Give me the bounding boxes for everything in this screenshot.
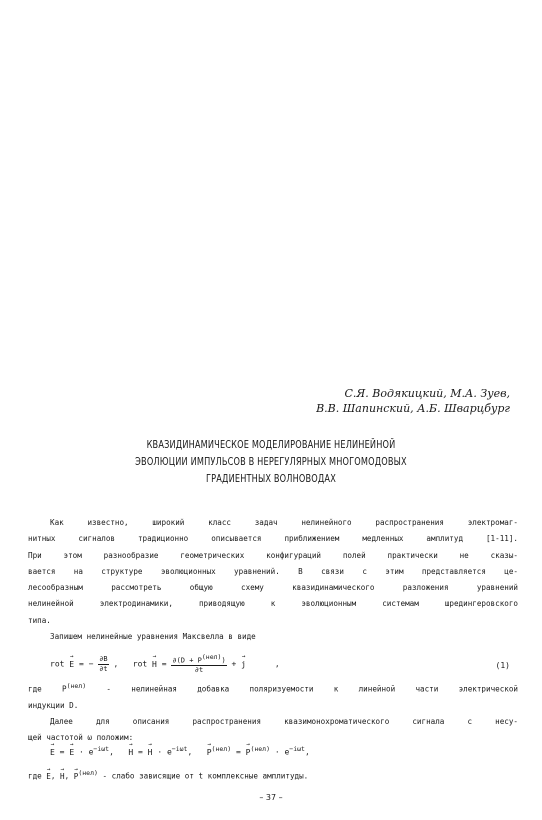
eq2-exp-2-sup: −iωt <box>171 745 188 753</box>
eq2-exp-2: · e <box>157 747 172 757</box>
intro-line-1: Как известно, широкий класс задач нелинейного распространения электромаг- <box>50 518 518 527</box>
eq1-rot-1: rot <box>50 659 65 669</box>
intro-line-3: При этом разнообразие геометрических конфигураций полей практически не сказы- <box>28 550 518 560</box>
equation-2 <box>50 745 310 757</box>
polarization-sup: (нел) <box>66 682 87 690</box>
eq1-fraction-dp-dt <box>171 653 226 675</box>
eq2-exp-3: · e <box>274 747 290 757</box>
eq2-p-left: → P <box>207 748 212 757</box>
eq2-exp-1: · e <box>78 747 94 757</box>
authors-line-1: С.Я. Водякицкий, М.А. Зуев, <box>344 387 510 400</box>
page-number: – 37 – <box>259 793 283 802</box>
eq2-comma-1: , <box>109 747 114 757</box>
amplitudes-prefix: где <box>28 771 42 781</box>
eq1-numerator-main: ∂(D + P <box>172 656 202 665</box>
eq2-e-left: → E <box>50 748 55 757</box>
eq2-p-amplitude: → P <box>246 748 251 757</box>
eq2-equals-2: = <box>138 747 143 757</box>
eq2-comma-2: , <box>187 747 193 757</box>
maxwell-intro: Запишем нелинейные уравнения Максвелла в виде <box>50 632 256 642</box>
amplitudes-vector-e: → E <box>46 769 51 785</box>
eq1-rot-2: rot <box>132 659 148 669</box>
paragraph-polarization <box>28 678 518 747</box>
eq2-p-amplitude-sup: (нел) <box>250 745 271 753</box>
intro-line-4: вается на структуре эволюционных уравнений. В связи с этим представляется це- <box>28 566 518 576</box>
eq1-fraction-db-dt <box>98 655 108 674</box>
eq2-p-left-sup: (нел) <box>211 745 232 753</box>
eq2-exp-3-sup: −iωt <box>289 745 305 753</box>
eq1-vector-j: → j <box>241 660 246 669</box>
polarization-text: - нелинейная добавка поляризуемости к линейной части электрической <box>86 684 519 694</box>
amplitudes-comma-2: , <box>64 771 70 781</box>
eq2-h-left: → H <box>128 748 133 757</box>
paragraph-intro <box>28 515 518 645</box>
authors-line-2: В.В. Шапинский, А.Б. Шварцбург <box>316 402 510 415</box>
eq1-numerator-db: ∂B <box>99 654 108 663</box>
paragraph-amplitudes <box>28 765 518 785</box>
amplitudes-vector-p: → P <box>74 769 79 785</box>
eq2-equals-1: = <box>59 747 65 757</box>
eq2-equals-3: = <box>235 747 241 757</box>
eq2-e-amplitude: → E <box>69 748 74 757</box>
eq1-plus: + <box>231 659 237 669</box>
eq1-numerator-close: ) <box>221 656 226 665</box>
eq2-h-amplitude: → H <box>148 748 153 757</box>
eq1-vector-e: → E <box>69 660 74 669</box>
polarization-line-1 <box>28 678 518 698</box>
eq1-comma-2: , <box>274 659 280 669</box>
title-line-3: ГРАДИЕНТНЫХ ВОЛНОВОДАХ <box>206 473 336 485</box>
title-line-1: КВАЗИДИНАМИЧЕСКОЕ МОДЕЛИРОВАНИЕ НЕЛИНЕЙНОЙ <box>146 439 396 451</box>
eq1-vector-h: → H <box>152 660 157 669</box>
intro-line-6: нелинейной электродинамики, приводящую к эволюционным системам шредингеровского <box>28 599 518 609</box>
eq1-denominator-dt: ∂t <box>99 664 108 673</box>
carrier-line-2: щей частотой ω положим: <box>28 733 134 743</box>
intro-line-2: нитных сигналов традиционно описывается приближением медленных амплитуд [1-11]. <box>28 534 518 544</box>
paper-title <box>60 437 483 488</box>
eq2-exp-1-sup: −iωt <box>93 745 110 753</box>
eq2-comma-3: , <box>304 747 310 757</box>
amplitudes-text: - слабо зависящие от t комплексные амплитуды. <box>97 771 309 781</box>
eq1-equals-minus: = − <box>78 659 94 669</box>
eq1-numerator-dp <box>171 653 226 666</box>
polarization-line-2: индукции D. <box>28 700 79 710</box>
authors-block <box>316 386 510 416</box>
eq1-sup-nel: (нел) <box>201 653 222 661</box>
amplitudes-vector-h: → H <box>60 769 65 785</box>
equation-1-number: (1) <box>495 661 510 670</box>
polarization-prefix: где P <box>28 684 67 694</box>
amplitudes-line <box>28 765 518 785</box>
intro-line-5: лесообразным рассмотреть общую схему квазидинамического разложения уравнений <box>28 583 518 593</box>
title-line-2: ЭВОЛЮЦИИ ИМПУЛЬСОВ В НЕРЕГУЛЯРНЫХ МНОГОМОДОВЫХ <box>135 456 407 468</box>
equation-1 <box>50 653 280 675</box>
amplitudes-sup: (нел) <box>78 769 98 777</box>
carrier-line-1: Далее для описания распространения квазимонохроматического сигнала с несу- <box>50 717 518 727</box>
eq1-comma-1: , <box>113 659 119 669</box>
eq1-denominator-dt-2: ∂t <box>194 666 204 675</box>
intro-line-7: типа. <box>28 615 51 625</box>
amplitudes-comma-1: , <box>50 771 56 781</box>
eq1-equals: = <box>161 659 167 669</box>
